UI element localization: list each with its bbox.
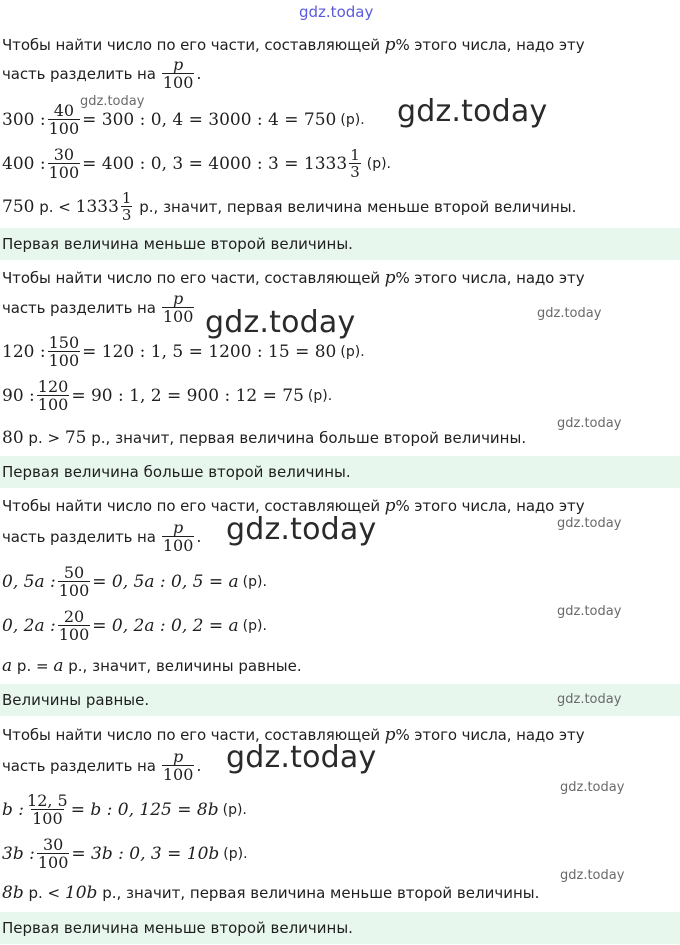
fraction: $\frac{12, 5}{100}$ [27, 791, 68, 828]
intro-line-2: часть разделить на $\frac{p}{100}$ [2, 289, 194, 326]
fraction: $\frac{50}{100}$ [58, 563, 90, 600]
answer-text: Первая величина меньше второй величины. [2, 919, 353, 937]
intro-line: Чтобы найти число по его части, составляющей p% этого числа, надо эту [2, 496, 585, 516]
answer-box [0, 456, 680, 488]
intro-line: Чтобы найти число по его части, составляющей p% этого числа, надо эту [2, 725, 585, 745]
answer-box [0, 912, 680, 944]
equation: 120 : $\frac{150}{100}$ = 120 : 1, 5 = 1200 : 15 = 80 (р). [2, 333, 365, 370]
equation: 0, 2a : $\frac{20}{100}$ = 0, 2a : 0, 2 = a (р). [2, 607, 267, 644]
comparison: 8b р. < 10b р., значит, первая величина меньше второй величины. [2, 883, 540, 903]
fraction: $\frac{p}{100}$ [162, 289, 194, 326]
comparison: 80 р. > 75 р., значит, первая величина больше второй величины. [2, 428, 527, 448]
fraction: $\frac{30}{100}$ [37, 835, 69, 872]
fraction: $\frac{150}{100}$ [48, 333, 80, 370]
fraction: $\frac{1}{3}$ [121, 189, 132, 224]
watermark-small: gdz.today [557, 604, 622, 619]
intro-line-2: часть разделить на $\frac{p}{100}$ . [2, 518, 202, 555]
intro-line-2: часть разделить на $\frac{p}{100}$ . [2, 747, 202, 784]
equation: 3b : $\frac{30}{100}$ = 3b : 0, 3 = 10b (р). [2, 835, 248, 872]
comparison: a р. = a р., значит, величины равные. [2, 656, 302, 676]
answer-text: Величины равные. [2, 691, 150, 709]
watermark-small: gdz.today [537, 306, 602, 321]
watermark-large: gdz.today [205, 305, 356, 340]
answer-text: Первая величина меньше второй величины. [2, 235, 353, 253]
equation: b : $\frac{12, 5}{100}$ = b : 0, 125 = 8b (р). [2, 791, 247, 828]
equation: 90 : $\frac{120}{100}$ = 90 : 1, 2 = 900 : 12 = 75 (р). [2, 377, 333, 414]
intro-line-2: часть разделить на $\frac{p}{100}$ . [2, 55, 202, 92]
watermark-small: gdz.today [560, 780, 625, 795]
fraction: $\frac{1}{3}$ [350, 146, 360, 181]
watermark-top: gdz.today [299, 3, 374, 21]
fraction: $\frac{p}{100}$ [162, 747, 194, 784]
comparison: 750 р. < 1333 $\frac{1}{3}$ р., значит, первая величина меньше второй величины. [2, 189, 577, 224]
intro-line: Чтобы найти число по его части, составляющей p% этого числа, надо эту [2, 268, 585, 288]
watermark-small: gdz.today [557, 416, 622, 431]
answer-text: Первая величина больше второй величины. [2, 463, 351, 481]
watermark-small: gdz.today [557, 692, 622, 707]
watermark-small: gdz.today [80, 94, 145, 109]
watermark-large: gdz.today [397, 94, 548, 129]
equation: 0, 5a : $\frac{50}{100}$ = 0, 5a : 0, 5 = a (р). [2, 563, 267, 600]
answer-box [0, 228, 680, 260]
fraction: $\frac{20}{100}$ [58, 607, 90, 644]
intro-line: Чтобы найти число по его части, составляющей p% этого числа, надо эту [2, 35, 585, 55]
watermark-large: gdz.today [226, 512, 377, 547]
watermark-small: gdz.today [560, 868, 625, 883]
fraction: $\frac{40}{100}$ [48, 101, 80, 138]
watermark-small: gdz.today [557, 516, 622, 531]
fraction: $\frac{p}{100}$ [162, 55, 194, 92]
watermark-large: gdz.today [226, 740, 377, 775]
fraction: $\frac{30}{100}$ [48, 145, 80, 182]
equation: 400 : $\frac{30}{100}$ = 400 : 0, 3 = 4000 : 3 = 1333 $\frac{1}{3}$ (р). [2, 145, 392, 182]
fraction: $\frac{120}{100}$ [37, 377, 69, 414]
fraction: $\frac{p}{100}$ [162, 518, 194, 555]
equation: 300 : $\frac{40}{100}$ = 300 : 0, 4 = 3000 : 4 = 750 (р). [2, 101, 365, 138]
